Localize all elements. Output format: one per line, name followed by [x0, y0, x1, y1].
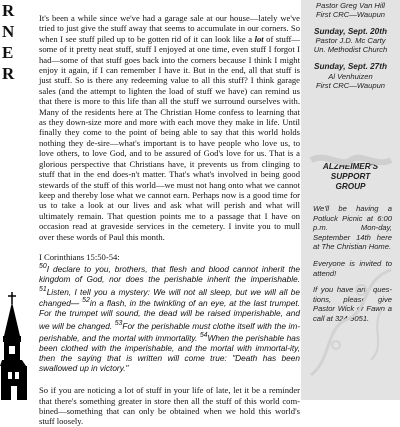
- schedule-line: Pastor J.D. Mc Carty: [315, 36, 386, 46]
- schedule-line: First CRC—Waupun: [315, 80, 386, 90]
- scripture-reference: I Corinthians 15:50-54:: [39, 251, 120, 262]
- schedule-line: Pastor Greg Van Hill: [316, 1, 385, 10]
- ribbon-icon: [301, 150, 400, 170]
- support-group-paragraph: If you have any ques-tions, please give Pastor Wick or Fawn a call at 324-9051.: [313, 285, 392, 323]
- schedule-line: Un. Methodist Church: [313, 45, 388, 55]
- article-closing: So if you are noticing a lot of stuff in your life of late, let it be a reminder that there's something greater in store then all the stuff of this world com-bined—something that can only be obtained when we hold this world's stuff loosely.: [39, 385, 300, 427]
- scripture-passage: $^{50}$I declare to you, brothers, that flesh and blood cannot inherit the kingdom of God, nor does the perishable inherit the imperishable. $^{51}$Listen, I tell you a mystery: We will not all sleep, but we will all be changed— $^{52}$in a flash, in the twinkling of an eye, at the last trumpet. For the trumpet will sound, the dead will be raised imperishable, and we will be changed. $^{53}$For the perishable must clothe itself with the im-perishable, and the mortal with immortality. $^{54}$When the perishable has been clothed with the imperishable, and the mortal with immortal-ity, then the saying that is written will come true: "Death has been swallowed up in victory.": [39, 263, 300, 373]
- left-title-strip: [0, 0, 32, 400]
- schedule-line: Al Venhuizen: [328, 71, 373, 81]
- support-group-paragraph: We'll be having a Potluck Picnic at 6:00 p.m. Mon-day, September 14th here at The Christian Home.: [313, 204, 392, 252]
- schedule-item: [301, 1, 400, 19]
- title-letter: R: [2, 1, 16, 20]
- support-group-title-line: SUPPORT: [330, 172, 371, 181]
- support-group-paragraph: Everyone is invited to attend!: [313, 258, 392, 278]
- schedule-item: [301, 27, 400, 54]
- title-letter: N: [2, 22, 16, 41]
- schedule-list: [301, 1, 400, 90]
- title-letter: R: [2, 64, 16, 83]
- schedule-line: First CRC—Waupun: [315, 10, 386, 20]
- title-letter: E: [2, 43, 15, 62]
- schedule-date: Sunday, Sept. 27th: [314, 62, 387, 72]
- church-steeple-icon: [0, 292, 30, 400]
- schedule-date: Sunday, Sept. 20th: [314, 27, 387, 37]
- floral-flourish-icon: [301, 250, 400, 400]
- article-intro: It's been a while since we've had a garage sale at our house—lately we've tried to just give the stuff away that seems to accumulate in our corners. So when I see stuff piled up to be gotten rid of it can look like a lot of stuff—some of it pretty neat stuff, stuff I enjoyed at one time, even stuff I forgot I had—some of that stuff goes back into the corners because I think I might enjoy it again, if I can remember I have it. But in the end, all that stuff is just stuff. So is there any redeeming value to all this stuff? I think garage sales (and the attempt to lighten the load of stuff we have) can remind us that there is more to this life than all the stuff we surround ourselves with. Many of the residents here at The Christian Home confess to learning that as they down-size more and more with each move they make in life. Until finally they come to the point of being able to say that this world holds nothing they de-sire—what's important is to have people who love us, to love others, to love God, and to be assured of God's love for us. That is a glorious perspective that Christians have, it prevents us from clinging to stuff that in the end does-n't matter. That's what's involved in being good stewards of the stuff of this world—we must not hang onto what we cannot keep and thereby lose what we cannot earn. Perhaps now is a good time for us to take a look at our lives and ask what will perish and what will ultimately remain. That question points me to a passage that I have on occasion read at graveside services in the cemetery. I invite you to mull over these words of Paul this month.: [39, 13, 300, 242]
- support-group-title-line: ALZHEIMER'S: [322, 162, 379, 171]
- support-group-title-line: GROUP: [335, 182, 366, 191]
- schedule-item: [301, 62, 400, 89]
- article-body: [39, 13, 300, 427]
- vertical-title: [2, 0, 28, 84]
